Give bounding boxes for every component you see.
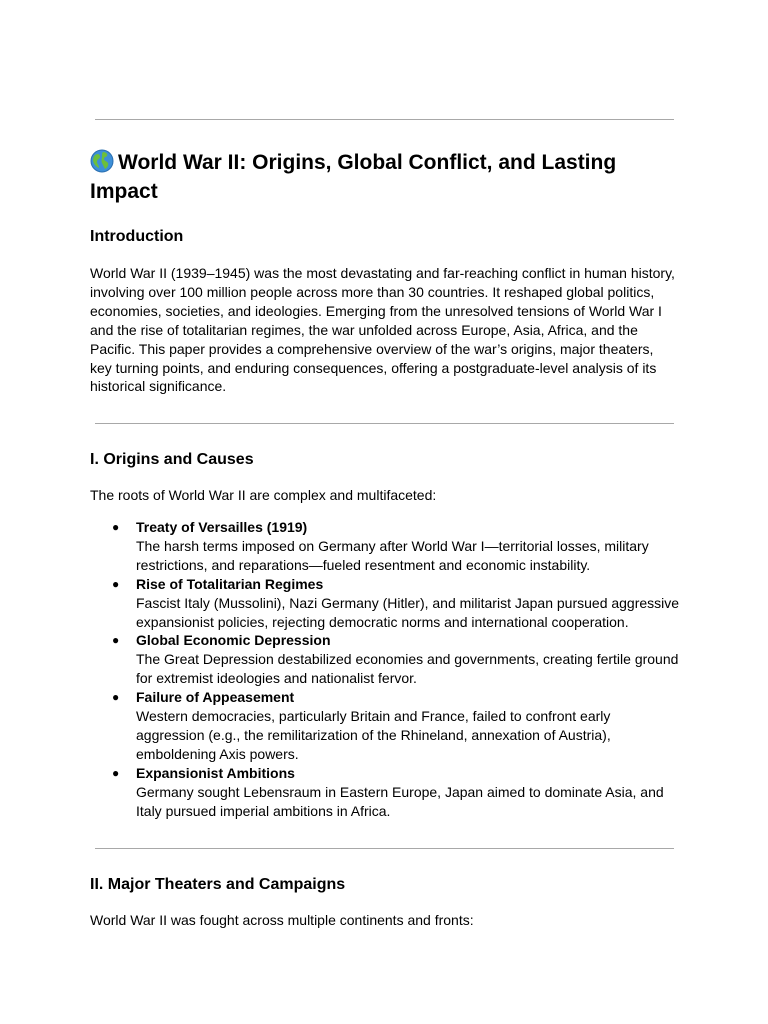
list-item-title: Global Economic Depression (136, 632, 331, 649)
document-title: World War II: Origins, Global Conflict, and Lasting Impact (90, 151, 617, 203)
divider-intro (95, 423, 674, 424)
origins-list (90, 518, 680, 821)
list-item-description: Fascist Italy (Mussolini), Nazi Germany (Hitler), and militarist Japan pursued aggressive expansionist policies, rejecting democratic norms and international cooperation. (136, 594, 680, 630)
list-item (90, 688, 680, 764)
list-item-title: Rise of Totalitarian Regimes (136, 575, 324, 592)
list-item-title: Failure of Appeasement (136, 689, 295, 706)
bullet-icon: ● (112, 633, 120, 648)
list-item-description: Germany sought Lebensraum in Eastern Europe, Japan aimed to dominate Asia, and Italy pursued imperial ambitions in Africa. (136, 783, 664, 819)
origins-heading: I. Origins and Causes (90, 451, 254, 468)
bullet-icon: ● (112, 520, 120, 534)
bullet-icon: ● (112, 690, 120, 705)
list-item-description: The Great Depression destabilized economies and governments, creating fertile ground for extremist ideologies and nationalist fervor. (136, 651, 679, 687)
theaters-heading: II. Major Theaters and Campaigns (90, 876, 346, 893)
list-item-title: Treaty of Versailles (1919) (136, 519, 308, 535)
bullet-icon: ● (112, 576, 120, 591)
introduction-heading: Introduction (90, 228, 184, 245)
list-item (90, 575, 680, 632)
theaters-intro-paragraph: World War II was fought across multiple continents and fronts: (90, 912, 474, 928)
list-item-title: Expansionist Ambitions (136, 764, 295, 781)
divider-origins (95, 848, 674, 849)
divider-top (95, 119, 674, 120)
list-item (90, 518, 680, 575)
bullet-icon: ● (112, 765, 120, 780)
document-title-heading (90, 148, 676, 206)
list-item-description: Western democracies, particularly Britain and France, failed to confront early aggression (e.g., the remilitarization of the Rhineland, annexation of Austria), emboldening Axis powers. (136, 708, 611, 762)
list-item (90, 631, 680, 688)
list-item (90, 764, 680, 821)
introduction-paragraph: World War II (1939–1945) was the most devastating and far-reaching conflict in human history, involving over 100 million people across more than 30 countries. It reshaped global politics, economies, societies, and ideologies. Emerging from the unresolved tensions of World War I and the rise of totalitarian regimes, the war unfolded across Europe, Asia, Africa, and the Pacific. This paper provides a comprehensive overview of the war’s origins, major theaters, key turning points, and enduring consequences, offering a postgraduate-level analysis of its historical significance. (90, 265, 675, 395)
globe-icon (90, 149, 114, 173)
list-item-description: The harsh terms imposed on Germany after World War I—territorial losses, military restrictions, and reparations—fueled resentment and economic instability. (136, 537, 649, 573)
origins-intro-paragraph: The roots of World War II are complex and multifaceted: (90, 487, 437, 503)
